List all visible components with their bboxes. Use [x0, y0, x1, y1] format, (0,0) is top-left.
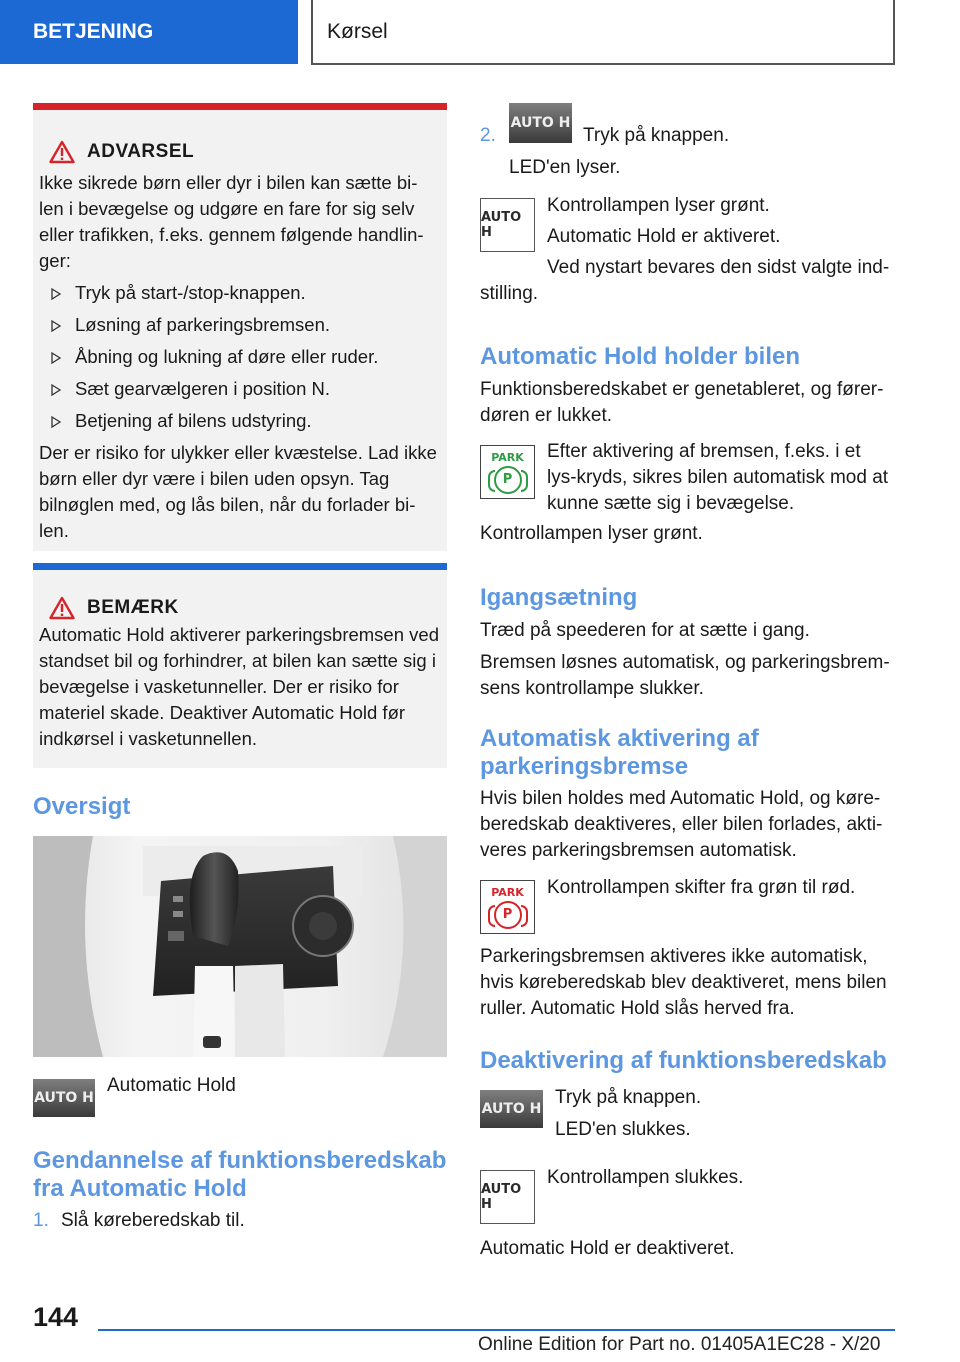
- start-p2: Bremsen løsnes automatisk, og parkeringsbrem-sens kontrollampe slukker.: [480, 652, 890, 699]
- step-text: Slå køreberedskab til.: [61, 1210, 245, 1231]
- restore-heading: Gendannelse af funktionsberedskab fra Automatic Hold: [33, 1147, 447, 1202]
- list-item-text: Betjening af bilens udstyring.: [75, 410, 312, 431]
- overview-caption: Automatic Hold: [107, 1075, 236, 1096]
- warning-list: [39, 280, 439, 434]
- edition-text: Online Edition for Part no. 01405A1EC28 - X/20: [478, 1334, 881, 1355]
- holds-heading: Automatic Hold holder bilen: [480, 343, 801, 370]
- warning-triangle-icon: [49, 596, 75, 620]
- warning-label: ADVARSEL: [87, 141, 195, 162]
- auto-brake-after: Parkeringsbremsen aktiveres ikke automatisk, hvis køreberedskab blev deaktiveret, mens bilen ruller. Automatic Hold slås herved fra.: [480, 946, 887, 1019]
- park-green-indicator-icon: [480, 445, 535, 499]
- note-label: BEMÆRK: [87, 597, 179, 618]
- bullet-triangle-icon: [51, 288, 61, 300]
- lamp-wrap: Ved nystart bevares den sidst valgte ind-stilling.: [480, 257, 890, 304]
- gear-selector-console-photo: [33, 836, 447, 1057]
- deactivate-after: Automatic Hold er deaktiveret.: [480, 1238, 735, 1259]
- deactivate-lamp-text: Kontrollampen slukkes.: [547, 1167, 744, 1188]
- park-label: PARK: [491, 885, 524, 899]
- auto-hold-indicator-icon: [480, 198, 535, 252]
- auto-brake-park-text: Kontrollampen skifter fra grøn til rød.: [547, 877, 856, 898]
- auto-hold-button-text: AUTO H: [510, 115, 571, 131]
- warning-outro: Der er risiko for ulykker eller kvæstelse. Lad ikke børn eller dyr være i bilen uden opsyn. Tag bilnøglen med, og lås bilen, når du forlader bi-len.: [39, 442, 437, 541]
- auto-hold-button-icon: [33, 1079, 95, 1117]
- holds-after: Kontrollampen lyser grønt.: [480, 523, 703, 544]
- bullet-triangle-icon: [51, 384, 61, 396]
- header-chapter: [311, 0, 895, 65]
- warning-box-header: [39, 132, 439, 172]
- auto-hold-button-icon: [509, 103, 572, 143]
- note-text: Automatic Hold aktiverer parkeringsbremsen ved standset bil og forhindrer, at bilen kan sætte sig i bevægelse i vasketunneller. Der er risiko for materiel skade. Deaktiver Automatic Hold før indkørsel i vasketunnellen.: [39, 624, 439, 749]
- overview-heading: Oversigt: [33, 793, 131, 820]
- step-number: 2.: [480, 125, 496, 146]
- header-chapter-label: Kørsel: [327, 20, 388, 43]
- holds-text: Funktionsberedskabet er genetableret, og fører-døren er lukket.: [480, 379, 884, 426]
- auto-hold-button-text: AUTO H: [481, 1101, 542, 1117]
- auto-hold-button-icon: [480, 1090, 543, 1128]
- footer-divider: [98, 1329, 895, 1331]
- list-item-text: Sæt gearvælgeren i position N.: [75, 378, 331, 399]
- warning-triangle-icon: [49, 140, 75, 164]
- warning-box: [33, 103, 447, 551]
- park-circle-icon: P: [494, 901, 522, 929]
- start-heading: Igangsætning: [480, 584, 638, 611]
- deactivate-line-1: Tryk på knappen.: [555, 1087, 702, 1108]
- auto-hold-indicator-icon: [480, 1170, 535, 1224]
- step-text: Tryk på knappen.: [583, 125, 730, 146]
- auto-hold-indicator-text: AUTO H: [481, 1182, 522, 1212]
- list-item-text: Tryk på start-/stop-knappen.: [75, 282, 306, 303]
- start-p1: Træd på speederen for at sætte i gang.: [480, 620, 810, 641]
- deactivate-heading: Deaktivering af funktionsberedskab: [480, 1047, 887, 1074]
- list-item-text: Løsning af parkeringsbremsen.: [75, 314, 331, 335]
- list-item-text: Åbning og lukning af døre eller ruder.: [75, 346, 379, 367]
- park-label: PARK: [491, 450, 524, 464]
- bullet-triangle-icon: [51, 320, 61, 332]
- bullet-triangle-icon: [51, 416, 61, 428]
- restore-step-1: [33, 1208, 245, 1234]
- lamp-line-2: Automatic Hold er aktiveret.: [547, 226, 781, 247]
- auto-brake-heading: Automatisk aktivering af parkeringsbremse: [480, 725, 759, 780]
- auto-brake-text: Hvis bilen holdes med Automatic Hold, og køre-beredskab deaktiveres, eller bilen forlades, akti-veres parkeringsbremsen automatisk.: [480, 788, 883, 861]
- bullet-triangle-icon: [51, 352, 61, 364]
- park-red-indicator-icon: [480, 880, 535, 934]
- list-item: [39, 312, 439, 338]
- lamp-line-1: Kontrollampen lyser grønt.: [547, 195, 770, 216]
- console-illustration: [33, 836, 447, 1057]
- page-number: 144: [33, 1302, 79, 1332]
- step-number: 1.: [33, 1210, 49, 1231]
- deactivate-line-2: LED'en slukkes.: [555, 1119, 691, 1140]
- list-item: [39, 344, 439, 370]
- list-item: [39, 280, 439, 306]
- step-subtext: LED'en lyser.: [509, 157, 621, 178]
- auto-hold-indicator-text: AUTO H: [481, 210, 522, 240]
- header-section-tab: [0, 0, 298, 64]
- header-section-label: BETJENING: [33, 20, 154, 43]
- list-item: [39, 376, 439, 402]
- note-box: [33, 563, 447, 768]
- park-circle-icon: P: [494, 466, 522, 494]
- warning-intro: Ikke sikrede børn eller dyr i bilen kan sætte bi-len i bevægelse og udgøre en fare for sig selv eller trafikken, f.eks. gennem følgende handlin-ger:: [39, 172, 424, 271]
- list-item: [39, 408, 439, 434]
- holds-park-text: Efter aktivering af bremsen, f.eks. i et lys-kryds, sikres bilen automatisk mod at kunne sætte sig i bevægelse.: [547, 441, 889, 514]
- auto-hold-button-text: AUTO H: [34, 1090, 94, 1106]
